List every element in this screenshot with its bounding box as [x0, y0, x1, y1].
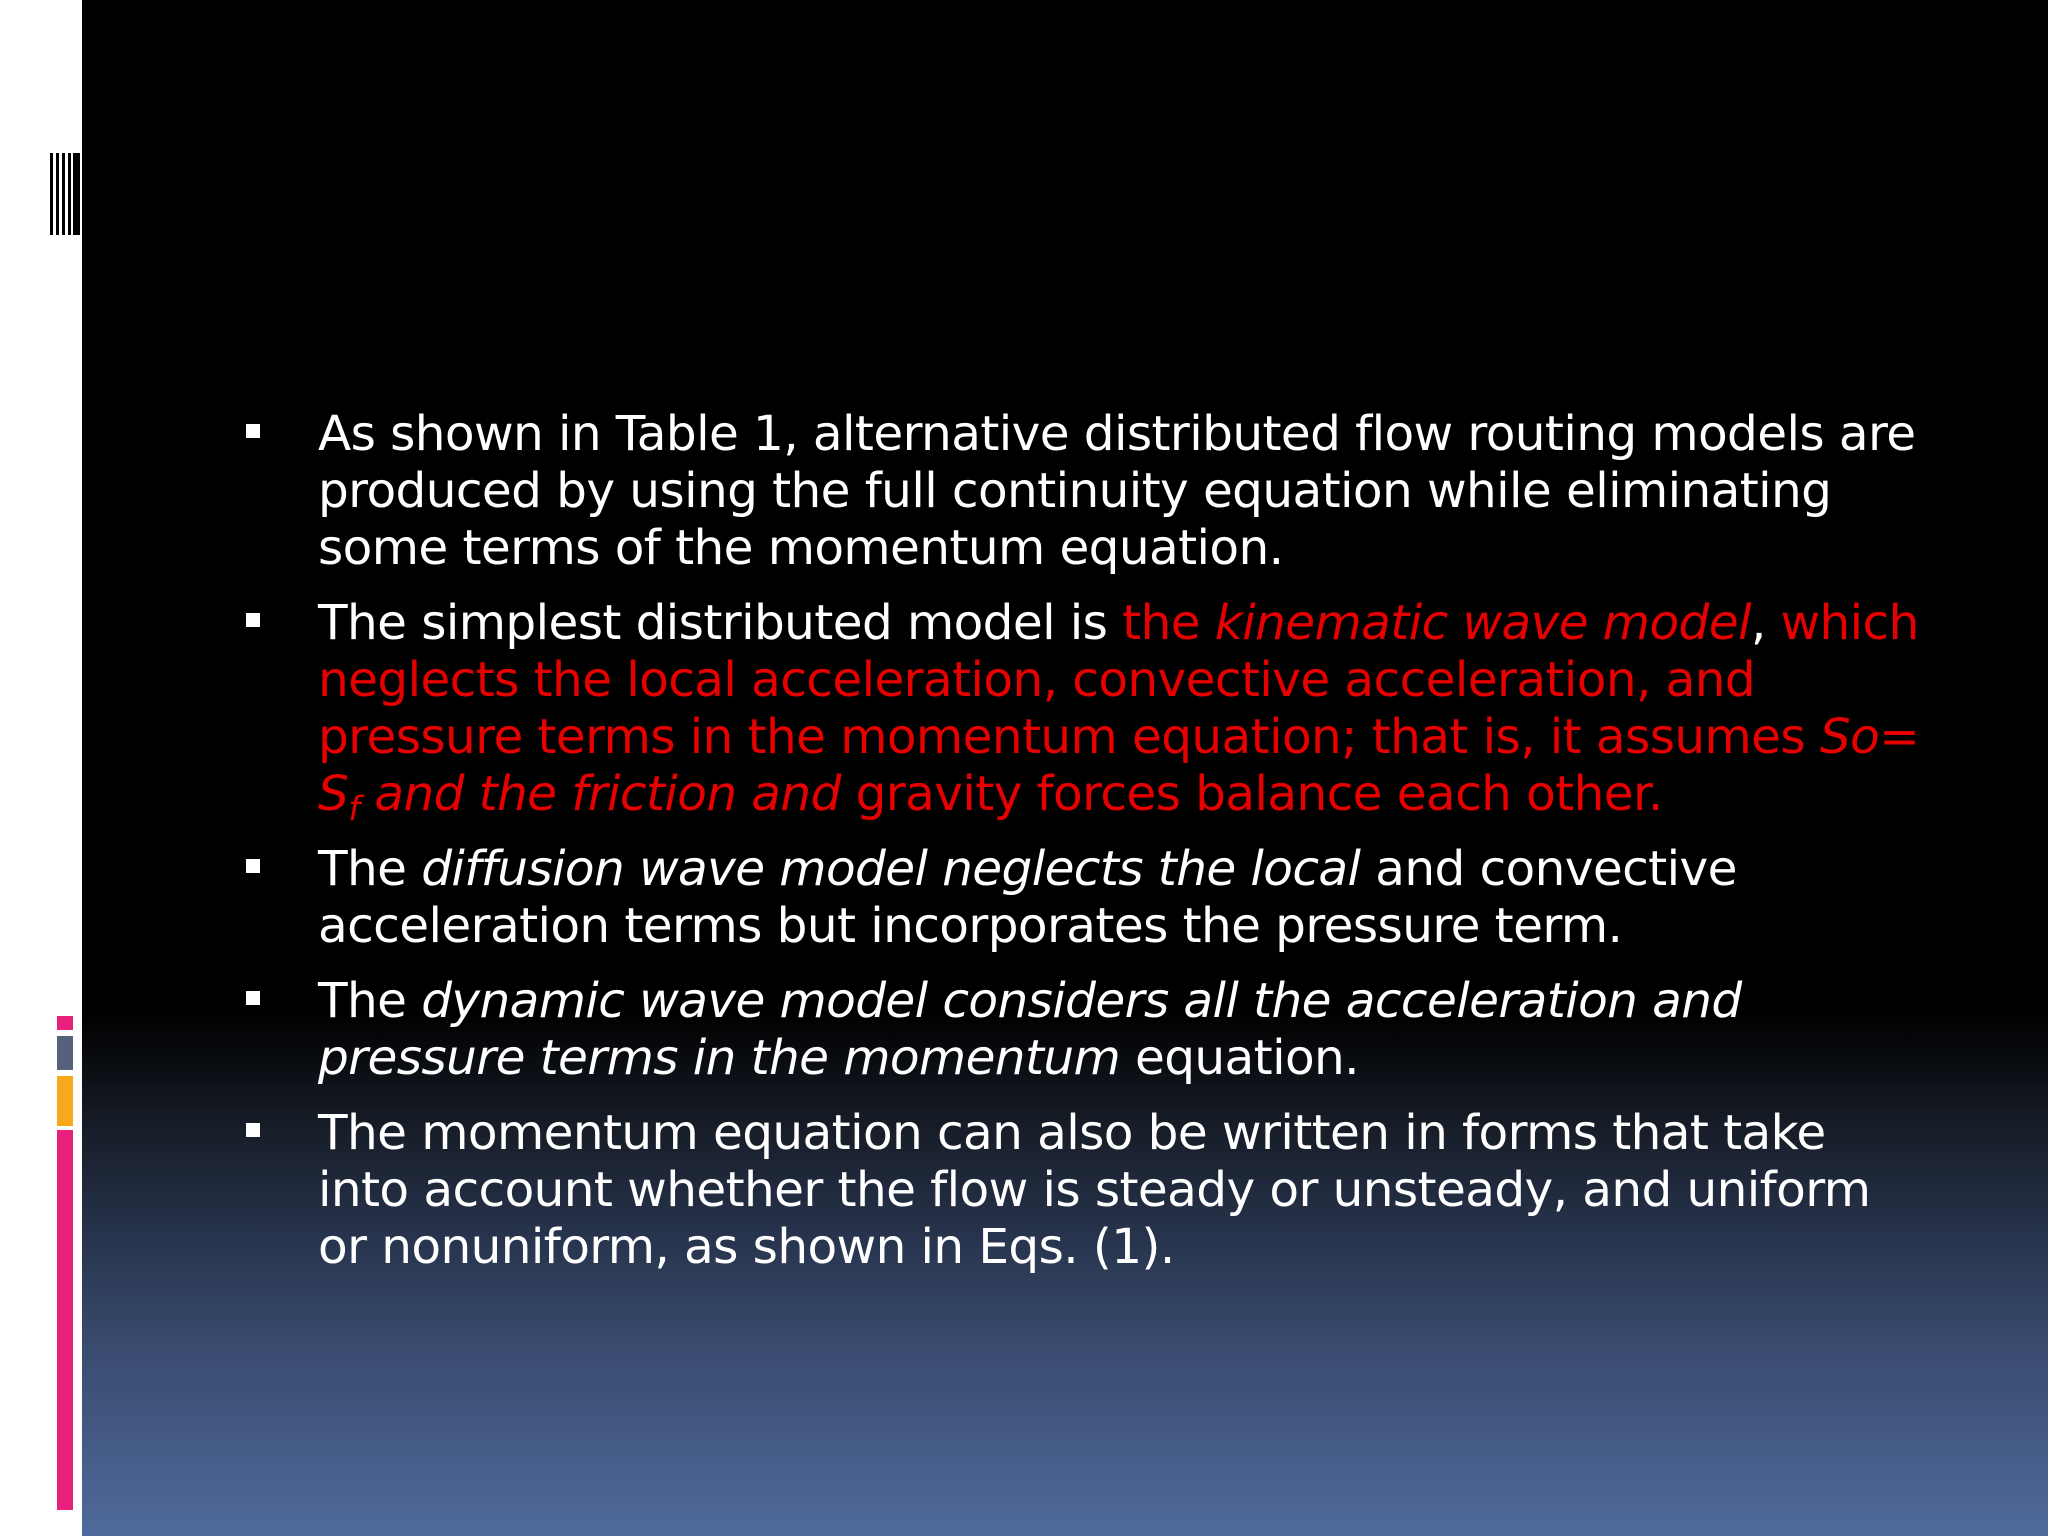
bullet-text-part: The	[318, 841, 422, 897]
accent-orange	[57, 1076, 73, 1126]
bullet-item-1	[230, 406, 1930, 577]
slide-content	[230, 406, 1930, 1294]
equation-subscript: f	[348, 789, 360, 830]
square-bullet-icon	[246, 613, 260, 627]
bullet-text-part: and convective acceleration terms but incorporates the pressure term.	[318, 841, 1737, 954]
bullet-item-2	[230, 595, 1930, 830]
bullet-text-part: The	[318, 973, 422, 1029]
highlight-text: gravity forces balance each other.	[840, 766, 1663, 822]
term-diffusion-wave-model: diffusion wave model neglects the local	[421, 841, 1361, 897]
highlight-italic-text: and the friction and	[359, 766, 841, 822]
bullet-item-3	[230, 841, 1930, 955]
bullet-text-part: ,	[1750, 595, 1766, 651]
equation-text: So= S	[318, 709, 1920, 822]
square-bullet-icon	[246, 991, 260, 1005]
square-bullet-icon	[246, 1123, 260, 1137]
bullet-item-5	[230, 1105, 1930, 1276]
vertical-bars-icon	[50, 153, 80, 235]
highlight-text: the	[1122, 595, 1215, 651]
bullet-list	[230, 406, 1930, 1276]
term-kinematic-wave-model: kinematic wave model	[1214, 595, 1751, 651]
bullet-text: The momentum equation can also be written in forms that take into account whether the flow is steady or unsteady, and uniform or nonuniform, as shown in Eqs. (1).	[318, 1105, 1871, 1275]
accent-pink-long	[57, 1130, 73, 1510]
term-dynamic-wave-model: dynamic wave model considers all the acceleration and pressure terms in the momentum	[318, 973, 1742, 1086]
square-bullet-icon	[246, 859, 260, 873]
bullet-item-4	[230, 973, 1930, 1087]
square-bullet-icon	[246, 424, 260, 438]
accent-pink-top	[57, 1016, 73, 1030]
accent-gray	[57, 1036, 73, 1070]
highlight-text: which neglects the local acceleration, convective acceleration, and pressure terms in the momentum equation; that is, it assumes	[318, 595, 1919, 765]
bullet-text: As shown in Table 1, alternative distributed flow routing models are produced by using the full continuity equation while eliminating some terms of the momentum equation.	[318, 406, 1916, 576]
bullet-text-part: The simplest distributed model is	[318, 595, 1123, 651]
bullet-text-part: equation.	[1120, 1030, 1359, 1086]
